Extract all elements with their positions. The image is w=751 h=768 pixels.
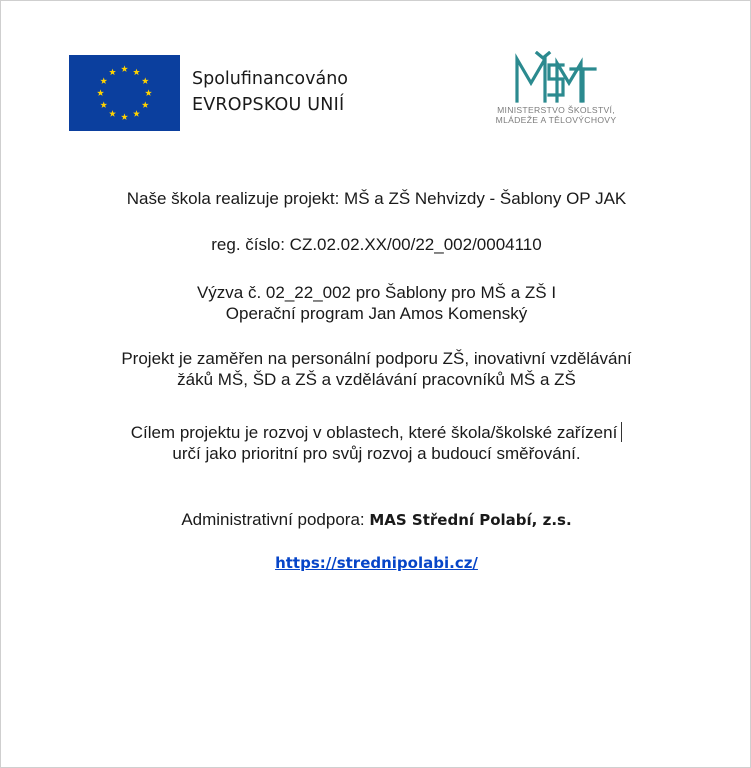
project-goal [41,422,712,464]
call-info [41,282,712,324]
eu-cofinancing-logo [69,55,369,131]
eu-text-line1: Spolufinancováno [192,69,349,89]
eu-text-line2: EVROPSKOU UNIÍ [192,95,345,115]
goal-line1: Cílem projektu je rozvoj v oblastech, které škola/školské zařízení [130,423,618,442]
project-focus [41,348,712,390]
text-cursor [621,422,622,442]
call-line1: Výzva č. 02_22_002 pro Šablony pro MŠ a ZŠ I [196,283,557,302]
admin-label: Administrativní podpora: [181,510,370,529]
admin-organization: MAS Střední Polabí, z.s. [369,511,572,529]
goal-line2: určí jako prioritní pro svůj rozvoj a budoucí směřování. [172,444,581,463]
registration-number: reg. číslo: CZ.02.02.XX/00/22_002/0004110 [211,235,542,254]
project-line: Naše škola realizuje projekt: MŠ a ZŠ Nehvizdy - Šablony OP JAK [126,189,627,208]
call-line2: Operační program Jan Amos Komenský [225,304,528,323]
msmt-caption [471,105,641,125]
msmt-mark-icon [513,51,597,103]
admin-support [41,509,712,531]
msmt-logo [471,51,651,136]
eu-flag-icon [69,55,180,131]
focus-line1: Projekt je zaměřen na personální podporu ZŠ, inovativní vzdělávání [121,349,632,368]
website-link[interactable]: https://strednipolabi.cz/ [275,554,478,572]
msmt-caption-line1: MINISTERSTVO ŠKOLSTVÍ, [497,105,615,115]
goal-line1-wrap [41,422,712,443]
focus-line2: žáků MŠ, ŠD a ZŠ a vzdělávání pracovníků MŠ a ZŠ [177,370,576,389]
eu-cofinancing-text [192,66,348,118]
msmt-caption-line2: MLÁDEŽE A TĚLOVÝCHOVY [495,115,617,125]
website-paragraph [41,552,712,574]
